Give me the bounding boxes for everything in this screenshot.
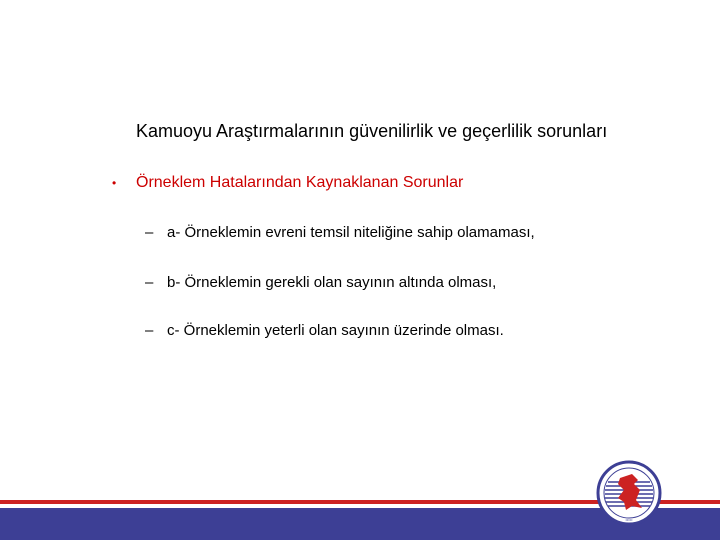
sub-item-b	[145, 274, 496, 291]
sub-item-c	[145, 322, 504, 339]
bullet-text: Örneklem Hatalarından Kaynaklanan Sorunlar	[136, 174, 464, 191]
sub-item-dash: –	[145, 224, 154, 241]
sub-item-dash: –	[145, 322, 154, 339]
sub-item-a	[145, 224, 535, 241]
bullet-item	[112, 174, 463, 192]
sub-item-text: c- Örneklemin yeterli olan sayının üzerinde olması.	[167, 322, 504, 339]
bullet-marker: •	[112, 176, 117, 190]
sub-item-text: b- Örneklemin gerekli olan sayının altında olması,	[167, 274, 497, 291]
svg-text:•••••: •••••	[625, 517, 633, 522]
university-seal-icon	[596, 460, 662, 526]
slide-title: Kamuoyu Araştırmalarının güvenilirlik ve geçerlilik sorunları	[136, 121, 608, 141]
sub-item-text: a- Örneklemin evreni temsil niteliğine sahip olamaması,	[167, 224, 535, 241]
sub-item-dash: –	[145, 274, 154, 291]
